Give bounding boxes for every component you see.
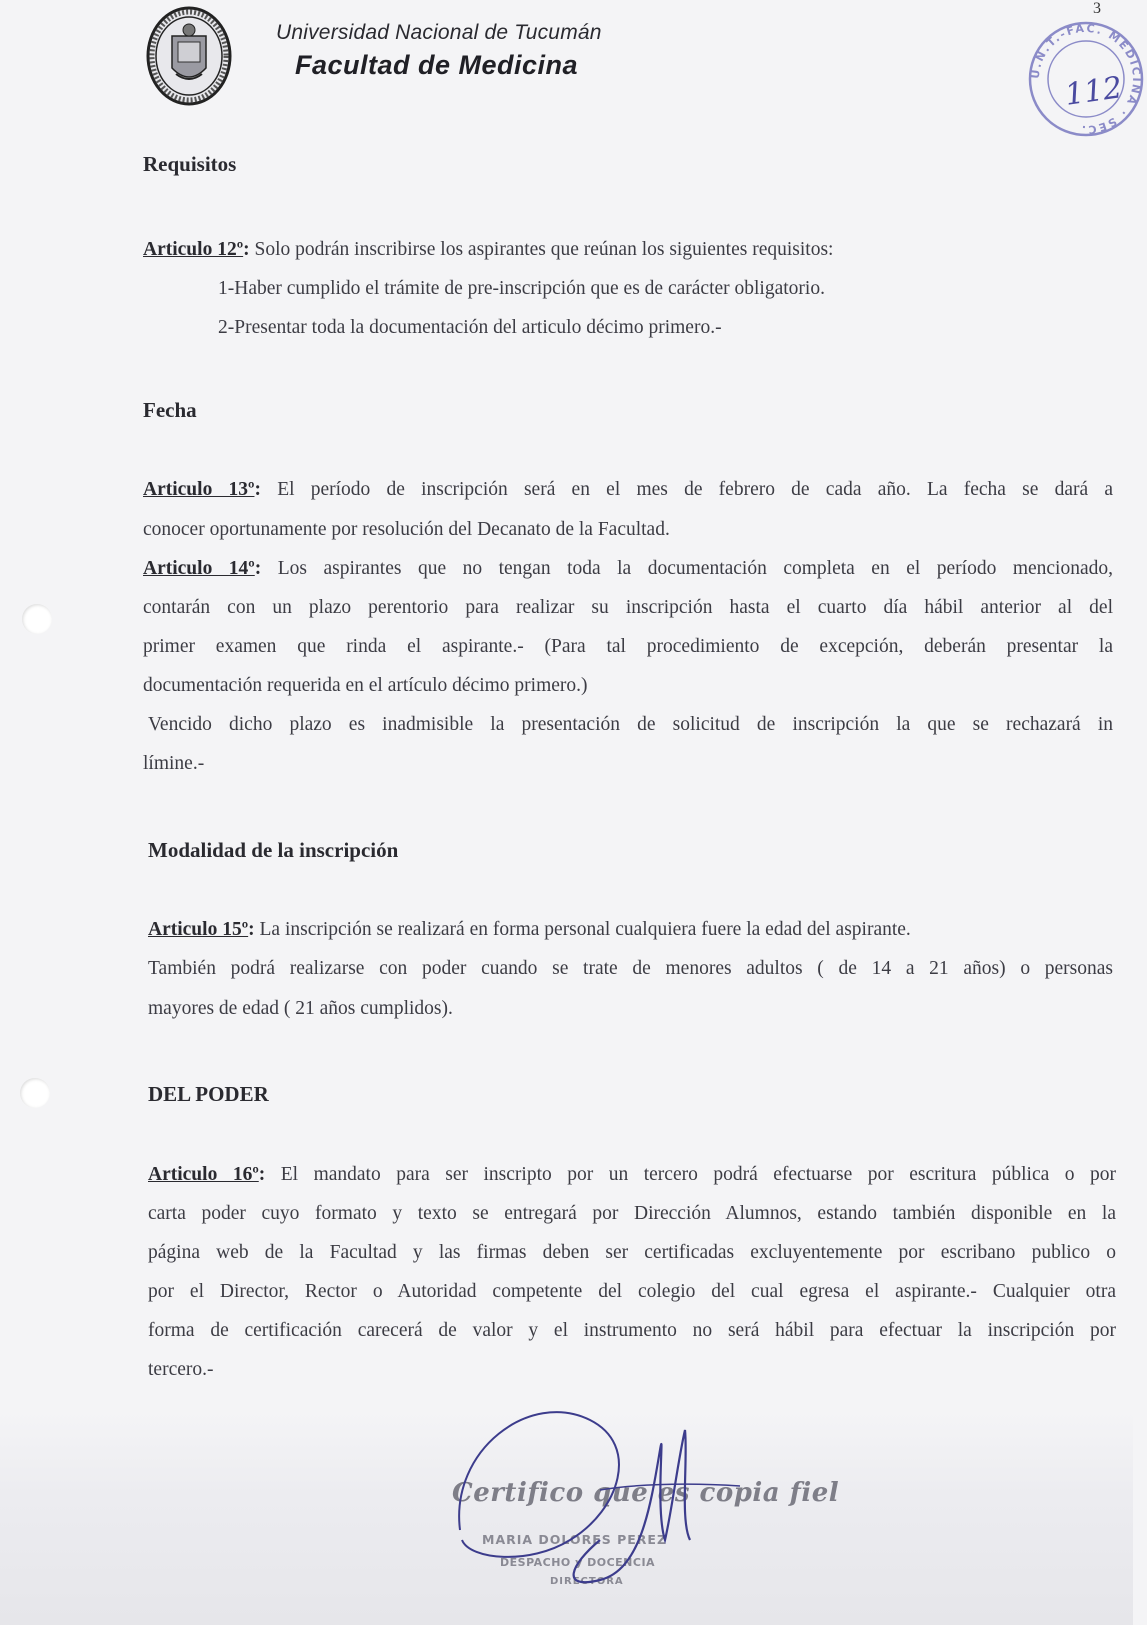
article-14-line-4: documentación requerida en el artículo décimo primero.) [143,675,588,696]
article-13-line-2: conocer oportunamente por resolución del Decanato de la Facultad. [143,519,670,540]
article-12-label: Articulo 12º [143,239,244,260]
article-16-line-3: página web de la Facultad y las firmas deben ser certificadas excluyentemente por escribano publico o [148,1242,1116,1263]
signer-name: MARIA DOLORES PEREZ [482,1532,668,1547]
article-13-label: Articulo 13º [143,479,255,500]
handwritten-folio: 112 [1062,70,1125,113]
punch-hole-top [22,604,52,634]
article-15-line-2: También podrá realizarse con poder cuando se trate de menores adultos ( de 14 a 21 años) o personas [148,958,1113,979]
article-12-line-1: Articulo 12º: Solo podrán inscribirse los aspirantes que reúnan los siguientes requisitos: [143,239,834,260]
university-name: Universidad Nacional de Tucumán [276,21,602,44]
article-13-line-1: Articulo 13º: El período de inscripción será en el mes de febrero de cada año. La fecha se dará a [143,479,1113,500]
article-14-line-5: Vencido dicho plazo es inadmisible la presentación de solicitud de inscripción la que se rechazará in [148,714,1113,735]
article-16-line-4: por el Director, Rector o Autoridad competente del colegio del cual egresa el aspirante.- Cualquier otra [148,1281,1116,1302]
stamp-text: U.N.T.-FAC. MEDICINA · SEC. [1028,21,1144,137]
section-heading-requisitos: Requisitos [143,152,237,176]
article-16-line-2: carta poder cuyo formato y texto se entregará por Dirección Alumnos, estando también disponible en la [148,1203,1116,1224]
certification-text: Certifico que es copia fiel [452,1478,840,1508]
faculty-name: Facultad de Medicina [295,50,579,80]
article-16-line-6: tercero.- [148,1359,214,1380]
punch-hole-bottom [20,1078,50,1108]
signer-department: DESPACHO y DOCENCIA [500,1556,656,1569]
university-seal-logo [146,6,232,106]
article-12-requirement-1: 1-Haber cumplido el trámite de pre-inscripción que es de carácter obligatorio. [218,278,825,299]
article-14-line-2: contarán con un plazo perentorio para realizar su inscripción hasta el cuarto día hábil anterior al del [143,597,1113,618]
article-15-line-3: mayores de edad ( 21 años cumplidos). [148,998,453,1019]
article-12-requirement-2: 2-Presentar toda la documentación del articulo décimo primero.- [218,317,722,338]
article-14-label: Articulo 14º [143,558,255,579]
article-15-line-1: Articulo 15º: La inscripción se realizará en forma personal cualquiera fuere la edad del aspirante. [148,919,911,940]
section-heading-fecha: Fecha [143,398,197,422]
article-14-line-1: Articulo 14º: Los aspirantes que no tengan toda la documentación completa en el período mencionado, [143,558,1113,579]
article-14-line-6: límine.- [143,753,205,774]
handwritten-signature [450,1390,750,1620]
signer-title: DIRECTORA [550,1576,624,1587]
section-heading-modalidad: Modalidad de la inscripción [148,838,399,862]
article-14-line-3: primer examen que rinda el aspirante.- (Para tal procedimiento de excepción, deberán presentar la [143,636,1113,657]
article-15-label: Articulo 15º [148,919,249,940]
page-number: 3 [1093,0,1101,17]
section-heading-del-poder: DEL PODER [148,1082,269,1106]
article-16-label: Articulo 16º [148,1164,259,1185]
article-16-line-5: forma de certificación carecerá de valor y el instrumento no será hábil para efectuar la inscripción por [148,1320,1116,1341]
article-16-line-1: Articulo 16º: El mandato para ser inscripto por un tercero podrá efectuarse por escritura pública o por [148,1164,1116,1185]
